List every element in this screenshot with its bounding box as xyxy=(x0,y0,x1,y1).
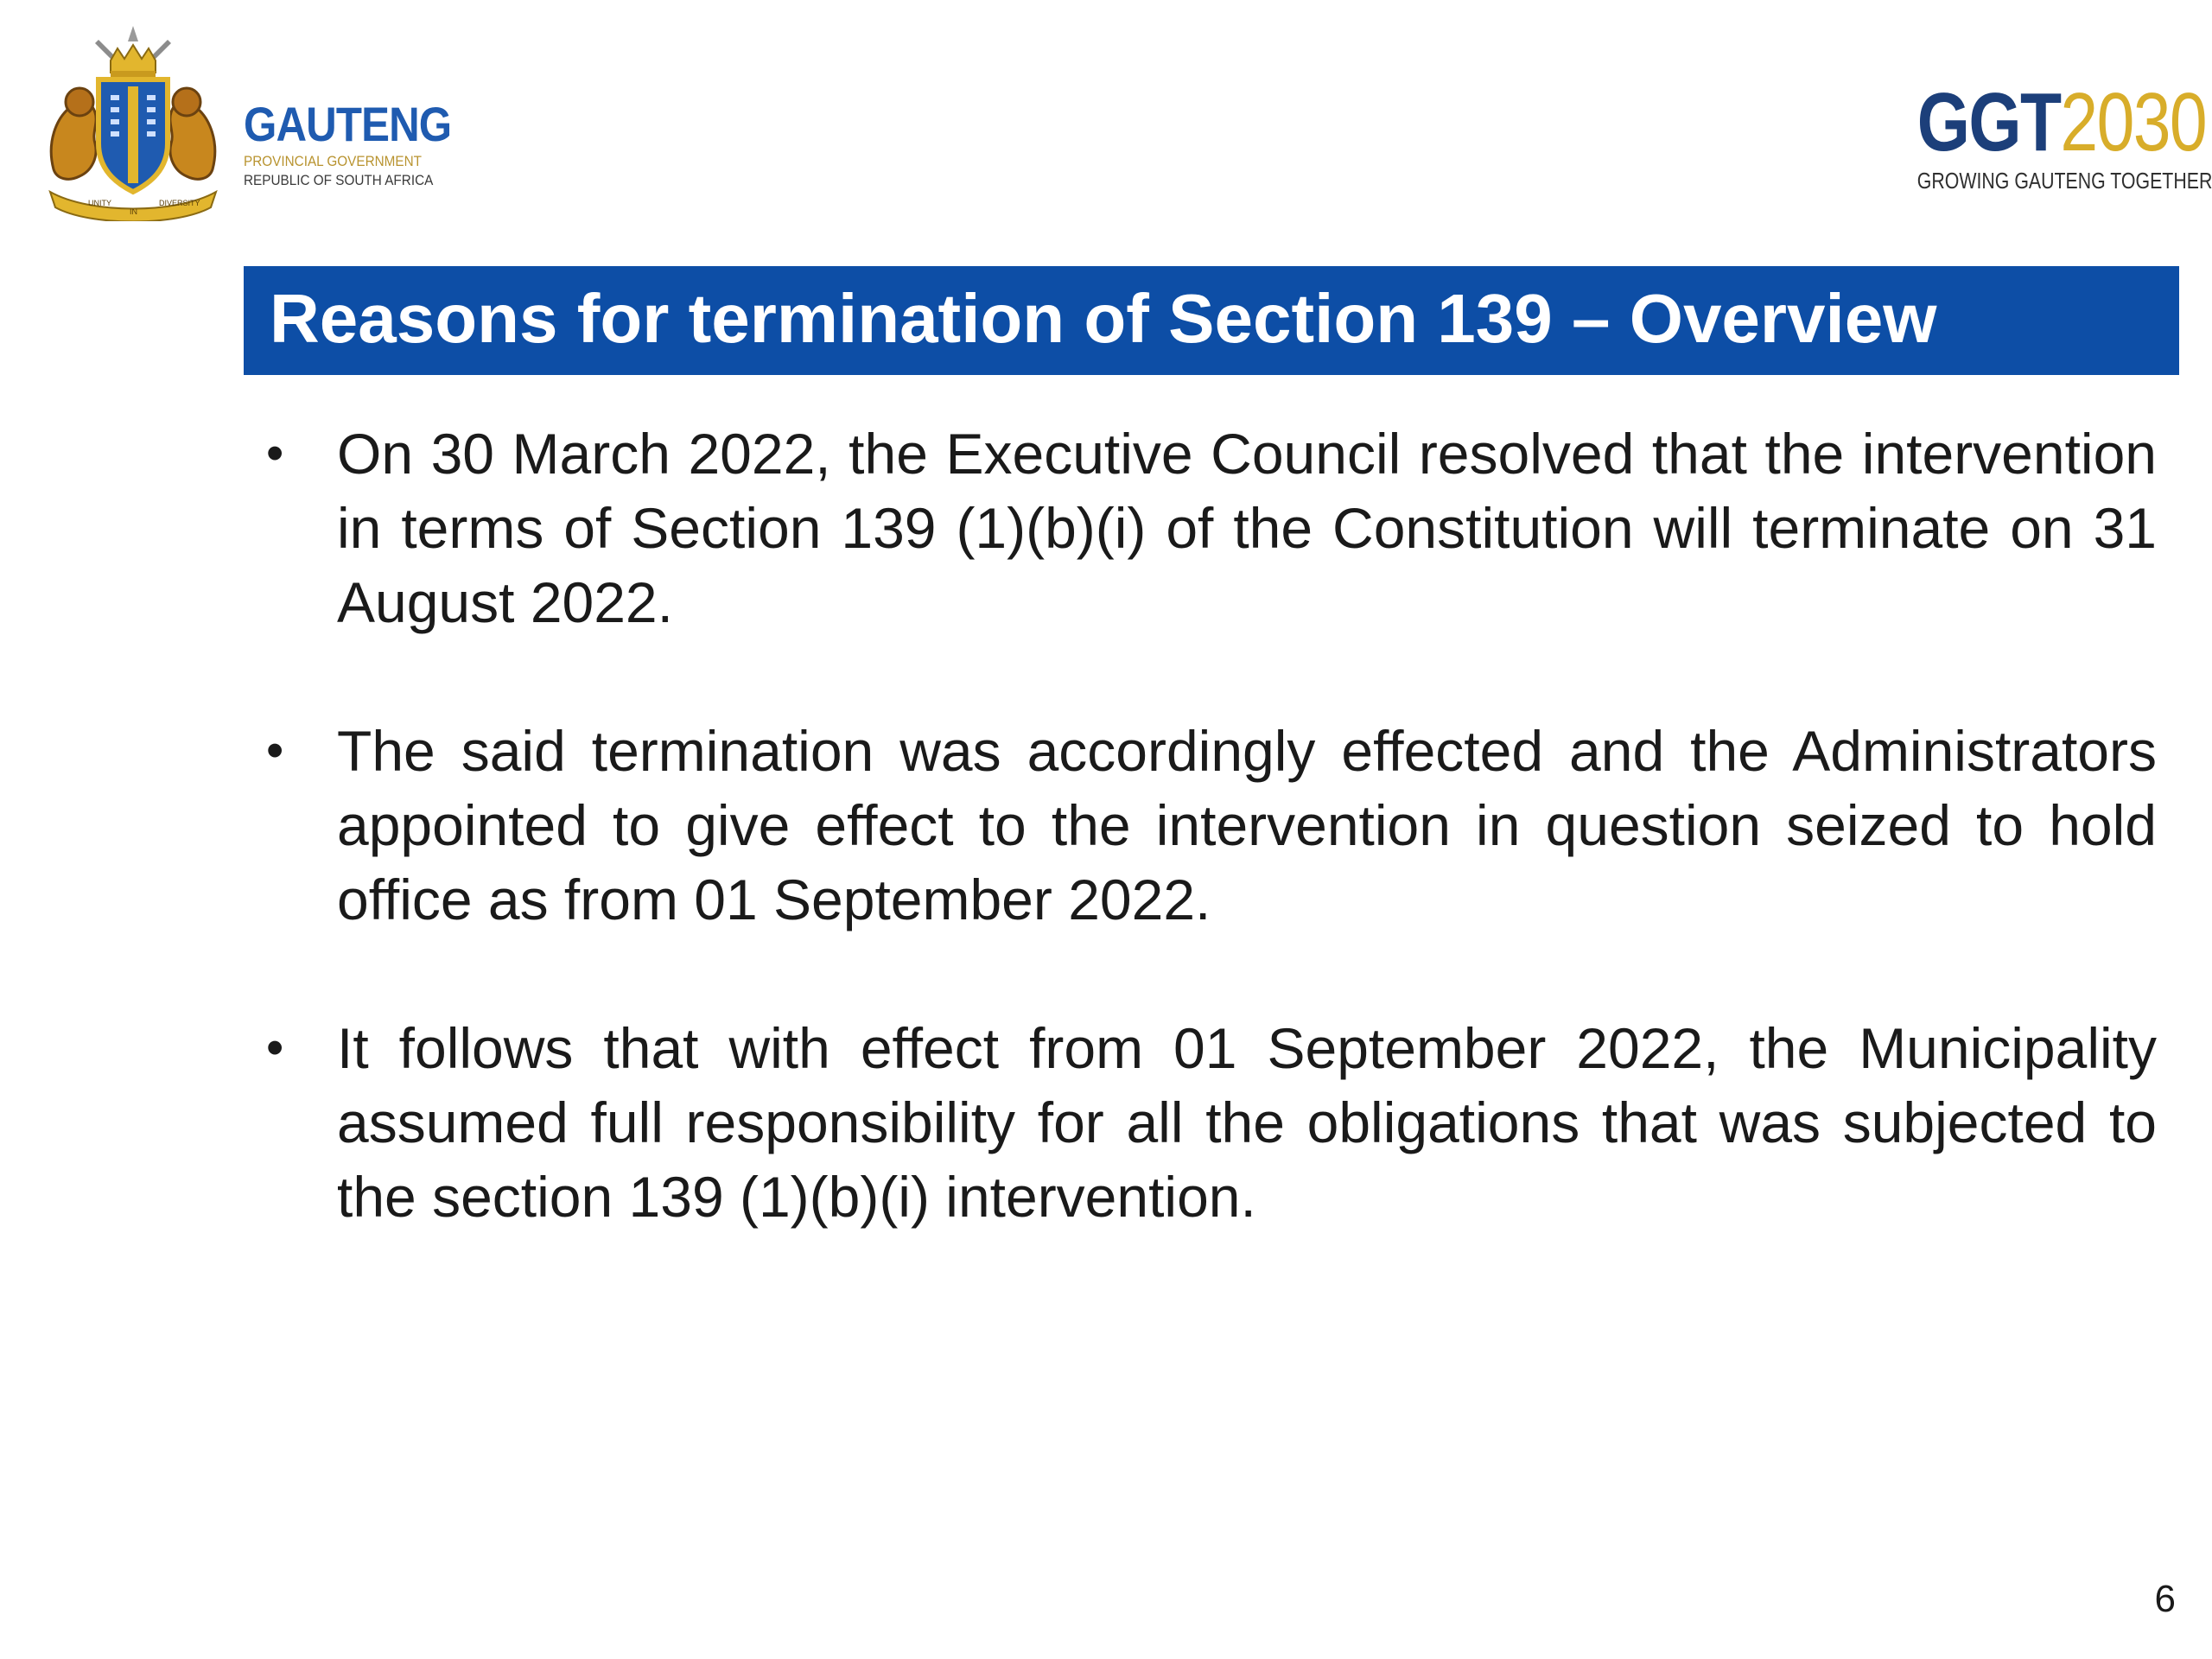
crest-motto-left: UNITY xyxy=(88,199,111,207)
bullet-icon: • xyxy=(266,425,284,481)
slide-title: Reasons for termination of Section 139 – Overview xyxy=(270,280,1937,357)
gauteng-logo xyxy=(38,22,453,221)
bullet-text: It follows that with effect from 01 September 2022, the Municipality assumed full responsibility for all the obligations that was subjected to the section 139 (1)(b)(i) intervention. xyxy=(337,1016,2157,1229)
gauteng-provincial-government: PROVINCIAL GOVERNMENT xyxy=(244,153,423,169)
bullet-icon: • xyxy=(266,722,284,779)
bullet-text: The said termination was accordingly effected and the Administrators appointed to give effect to the intervention in question seized to hold office as from 01 September 2022. xyxy=(337,719,2157,931)
bullet-item xyxy=(256,416,2157,639)
bullet-icon: • xyxy=(266,1020,284,1076)
ggt2030-wordmark xyxy=(1916,76,2206,168)
bullet-item xyxy=(256,714,2157,937)
bullet-list xyxy=(256,416,2157,1308)
ggt-year: 2030 xyxy=(2060,76,2206,168)
crest-motto-center: IN xyxy=(130,207,137,216)
ggt-tagline: GROWING GAUTENG TOGETHER xyxy=(1916,168,2212,194)
coat-of-arms-icon xyxy=(38,22,228,221)
ggt2030-logo xyxy=(1861,76,2212,194)
gauteng-name: GAUTENG xyxy=(244,97,452,151)
title-bar xyxy=(244,266,2179,375)
bullet-item xyxy=(256,1011,2157,1234)
gauteng-republic: REPUBLIC OF SOUTH AFRICA xyxy=(244,172,434,188)
crest-motto-right: DIVERSITY xyxy=(159,199,200,207)
ggt-letters: GGT xyxy=(1916,76,2061,168)
gauteng-wordmark xyxy=(244,99,468,190)
bullet-text: On 30 March 2022, the Executive Council resolved that the intervention in terms of Section 139 (1)(b)(i) of the Constitution will terminate on 31 August 2022. xyxy=(337,422,2157,634)
page-number: 6 xyxy=(2154,1578,2176,1620)
